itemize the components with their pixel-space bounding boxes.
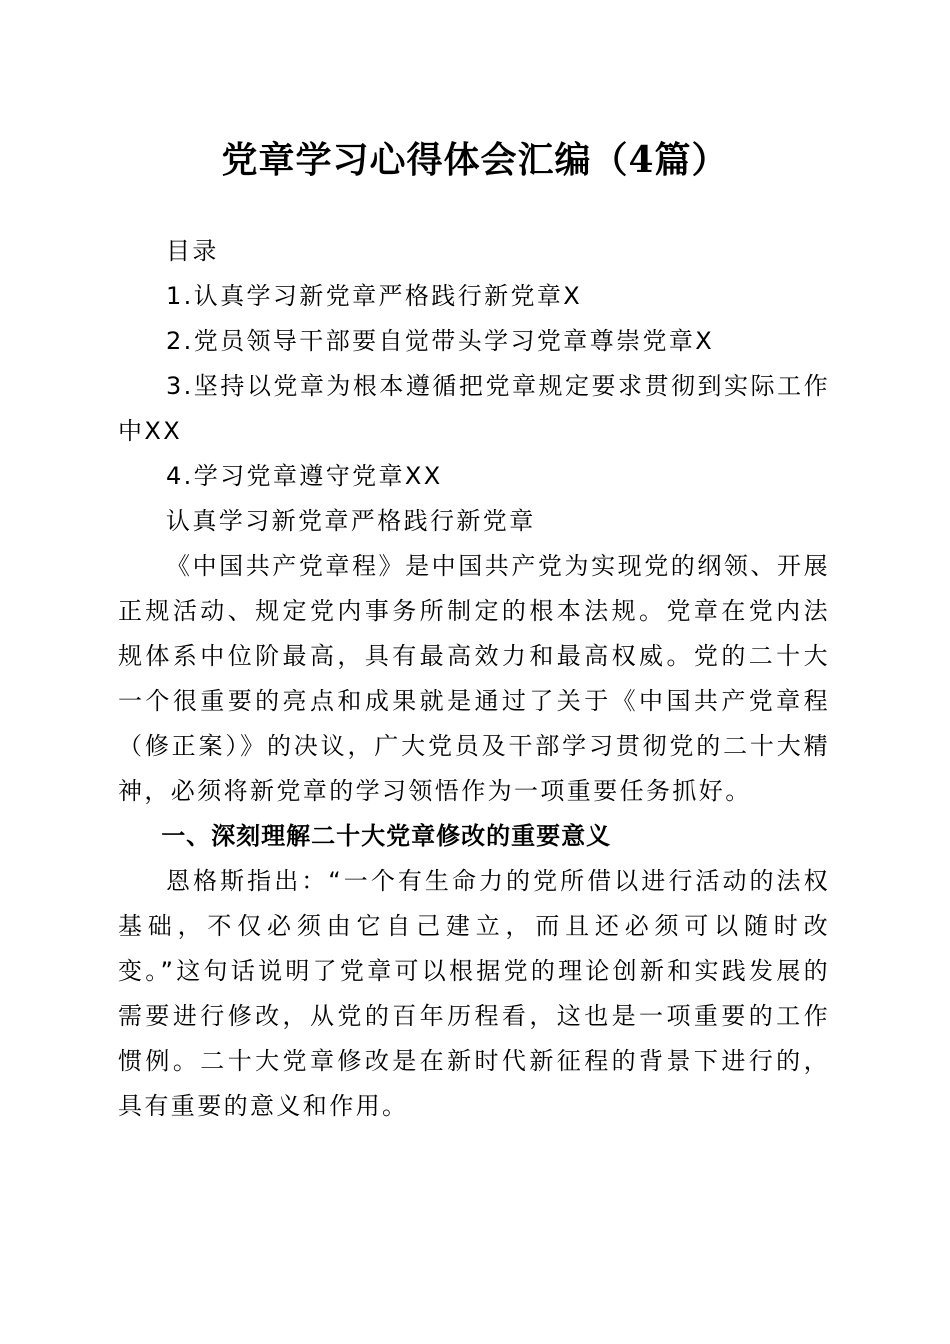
article-title: 认真学习新党章严格践行新党章 — [166, 507, 536, 535]
toc-heading: 目录 — [166, 237, 219, 265]
toc-item-4: 4.学习党章遵守党章XX — [166, 462, 443, 490]
toc-item-3: 3.坚持以党章为根本遵循把党章规定要求贯彻到实际工作中XX — [118, 372, 830, 445]
article-paragraph-intro: 《中国共产党章程》是中国共产党为实现党的纲领、开展正规活动、规定党内事务所制定的根本法规。党章在党内法规体系中位阶最高，具有最高效力和最高权威。党的二十大一个很重要的亮点和成果就是通过了关于《中国共产党章程（修正案）》的决议，广大党员及干部学习贯彻党的二十大精神，必须将新党章的学习领悟作为一项重要任务抓好。 — [118, 552, 830, 805]
toc-item-2: 2.党员领导干部要自觉带头学习党章尊崇党章X — [166, 327, 715, 355]
document-body — [118, 229, 830, 1129]
section-heading-1: 一、深刻理解二十大党章修改的重要意义 — [161, 822, 612, 850]
toc-item-1: 1.认真学习新党章严格践行新党章X — [166, 282, 583, 310]
section-1-paragraph: 恩格斯指出：“一个有生命力的党所借以进行活动的法权基础，不仅必须由它自己建立，而且还必须可以随时改变。”这句话说明了党章可以根据党的理论创新和实践发展的需要进行修改，从党的百年历程看，这也是一项重要的工作惯例。二十大党章修改是在新时代新征程的背景下进行的，具有重要的意义和作用。 — [118, 867, 830, 1120]
document-title: 党章学习心得体会汇编（4篇） — [221, 139, 729, 181]
